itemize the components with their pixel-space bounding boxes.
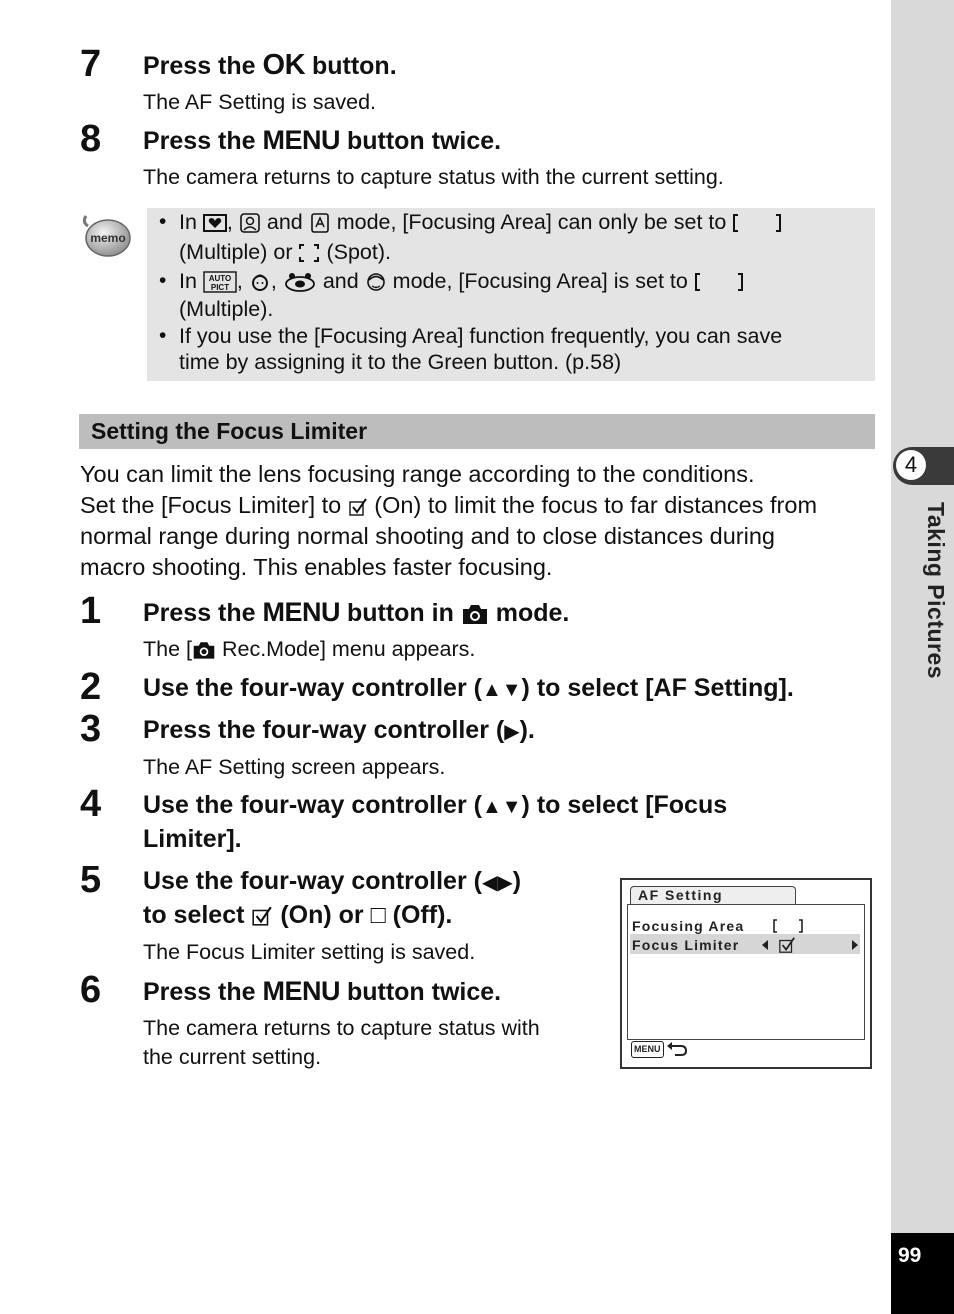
memo-text: In: [179, 269, 197, 293]
step-text: (Off).: [385, 901, 453, 929]
step-title: [143, 123, 501, 158]
checkbox-off-icon: □: [370, 901, 386, 929]
step-text: Press the: [143, 978, 263, 1006]
step-description: The camera returns to capture status with the current setting.: [143, 165, 724, 189]
ok-key-label: OK: [262, 49, 306, 81]
checkbox-on-icon: [348, 497, 368, 517]
para-text: (On) to limit the focus to far distances from: [374, 492, 818, 518]
step-text: button.: [305, 52, 397, 80]
menu-key-label: MENU: [262, 125, 341, 155]
step-text: Press the: [143, 127, 263, 155]
memo-text: In: [179, 210, 197, 234]
auto-picture-icon: [203, 271, 237, 293]
step-description: The Focus Limiter setting is saved.: [143, 940, 476, 964]
memo-bullet-2: In AUTO PICT , , and mode, [Focusing Area] is set to: [179, 267, 744, 295]
multiple-focus-icon: [772, 919, 804, 933]
step-text: button twice.: [340, 127, 502, 155]
memo-bullet-3-line-2: time by assigning it to the Green button. (p.58): [179, 350, 622, 374]
step-title: [143, 713, 535, 749]
memo-bullet-3: If you use the [Focusing Area] function frequently, you can save: [179, 324, 783, 348]
bullet-dot: •: [159, 210, 167, 233]
multiple-focus-icon: [732, 213, 782, 233]
step-text: Press the: [143, 599, 263, 627]
para-text: Set the [Focus Limiter] to: [80, 492, 342, 518]
step-description-line-2: the current setting.: [143, 1045, 322, 1069]
step-text: button twice.: [340, 978, 502, 1006]
step-description: [143, 635, 475, 664]
step-title: [143, 671, 794, 707]
step-number: 2: [80, 666, 102, 708]
bullet-dot: •: [159, 324, 167, 347]
step-text: ) to select [Focus: [521, 791, 728, 819]
step-text: Rec.Mode] menu appears.: [216, 637, 476, 661]
night-scene-portrait-icon: [239, 212, 261, 234]
bullet-dot: •: [159, 269, 167, 292]
step-title: [143, 974, 501, 1009]
text-mode-icon: [309, 212, 331, 234]
step-title-line-2: [143, 898, 452, 932]
step-number: 5: [80, 859, 102, 901]
step-text: button in: [340, 599, 461, 627]
step-text: ): [512, 867, 522, 895]
memo-text: (Spot).: [326, 240, 391, 264]
auto-pict-text-bottom: PICT: [210, 283, 230, 293]
focusing-area-row: [632, 918, 744, 934]
memo-bullet-1-line-2: [179, 238, 391, 266]
focus-limiter-row[interactable]: [632, 937, 739, 953]
memo-text: mode, [Focusing Area] can only be set to: [336, 210, 727, 234]
step-description: The AF Setting screen appears.: [143, 755, 446, 779]
step-text: to select: [143, 901, 252, 929]
menu-key-label: MENU: [262, 976, 341, 1006]
right-arrow-icon[interactable]: [851, 938, 859, 952]
intro-paragraph-line: normal range during normal shooting and to close distances during: [80, 523, 775, 549]
memo-icon-label: memo: [90, 231, 126, 245]
face-recognition-icon: [365, 271, 387, 293]
step-title: [143, 788, 727, 824]
step-text: Use the four-way controller (: [143, 791, 482, 819]
multiple-focus-icon: [694, 272, 744, 292]
af-setting-screen: [620, 878, 872, 1069]
memo-bullet-2-line-2: (Multiple).: [179, 297, 274, 321]
intro-paragraph-line: [80, 490, 817, 521]
camera-icon: [461, 603, 489, 625]
focusing-area-label: Focusing Area: [632, 918, 745, 934]
left-right-arrows-icon: ◀▶: [481, 872, 513, 894]
step-title: [143, 48, 397, 83]
step-text: (On) or: [273, 901, 371, 929]
step-number: 6: [80, 969, 102, 1011]
intro-paragraph-line: macro shooting. This enables faster focusing.: [80, 554, 553, 580]
step-number: 4: [80, 783, 102, 825]
menu-key-label: MENU: [262, 597, 341, 627]
step-text: Press the: [143, 52, 263, 80]
up-down-arrows-icon: ▲▼: [481, 796, 522, 818]
step-number: 8: [80, 118, 102, 160]
step-text: Use the four-way controller (: [143, 674, 482, 702]
memo-text: and: [266, 210, 303, 234]
step-description: The camera returns to capture status with: [143, 1016, 540, 1040]
memo-text: and: [322, 269, 359, 293]
page-number: 99: [898, 1244, 922, 1267]
menu-button-indicator: MENU: [631, 1041, 664, 1058]
step-text: ) to select [AF Setting].: [521, 674, 794, 702]
step-number: 3: [80, 708, 102, 750]
intro-paragraph-line: You can limit the lens focusing range according to the conditions.: [80, 461, 755, 487]
kids-mode-icon: [249, 271, 271, 293]
step-text: Press the four-way controller (: [143, 716, 505, 744]
step-number: 7: [80, 43, 102, 85]
focus-limiter-label: Focus Limiter: [632, 937, 740, 953]
memo-bullet-1: In , and mode, [Focusing Area] can only be set to: [179, 208, 782, 236]
step-description: The AF Setting is saved.: [143, 90, 377, 114]
step-title-line-2: Limiter].: [143, 825, 242, 853]
step-title: [143, 595, 569, 630]
chapter-number: 4: [896, 450, 926, 480]
memo-text: (Multiple) or: [179, 240, 293, 264]
spot-focus-icon: [298, 243, 320, 263]
chapter-title: Taking Pictures: [923, 502, 949, 680]
step-text: mode.: [488, 599, 570, 627]
up-down-arrows-icon: ▲▼: [481, 679, 522, 701]
step-text: The [: [143, 637, 192, 661]
section-title: Setting the Focus Limiter: [91, 418, 368, 444]
screen-tab-label: AF Setting: [638, 887, 723, 903]
pet-mode-icon: [283, 271, 317, 293]
step-number: 1: [80, 590, 102, 632]
portrait-mode-icon: [203, 213, 227, 233]
checkbox-on-icon: [778, 936, 796, 954]
memo-icon: [80, 212, 132, 260]
right-arrow-icon: ▶: [504, 721, 520, 743]
step-title: [143, 864, 521, 900]
return-arrow-icon: [666, 1041, 688, 1057]
step-text: Use the four-way controller (: [143, 867, 482, 895]
checkbox-on-icon: [251, 905, 273, 927]
camera-icon: [192, 640, 216, 660]
auto-pict-text-top: AUTO: [208, 274, 232, 284]
left-arrow-icon[interactable]: [761, 938, 769, 952]
memo-text: mode, [Focusing Area] is set to: [392, 269, 688, 293]
step-text: ).: [519, 716, 535, 744]
